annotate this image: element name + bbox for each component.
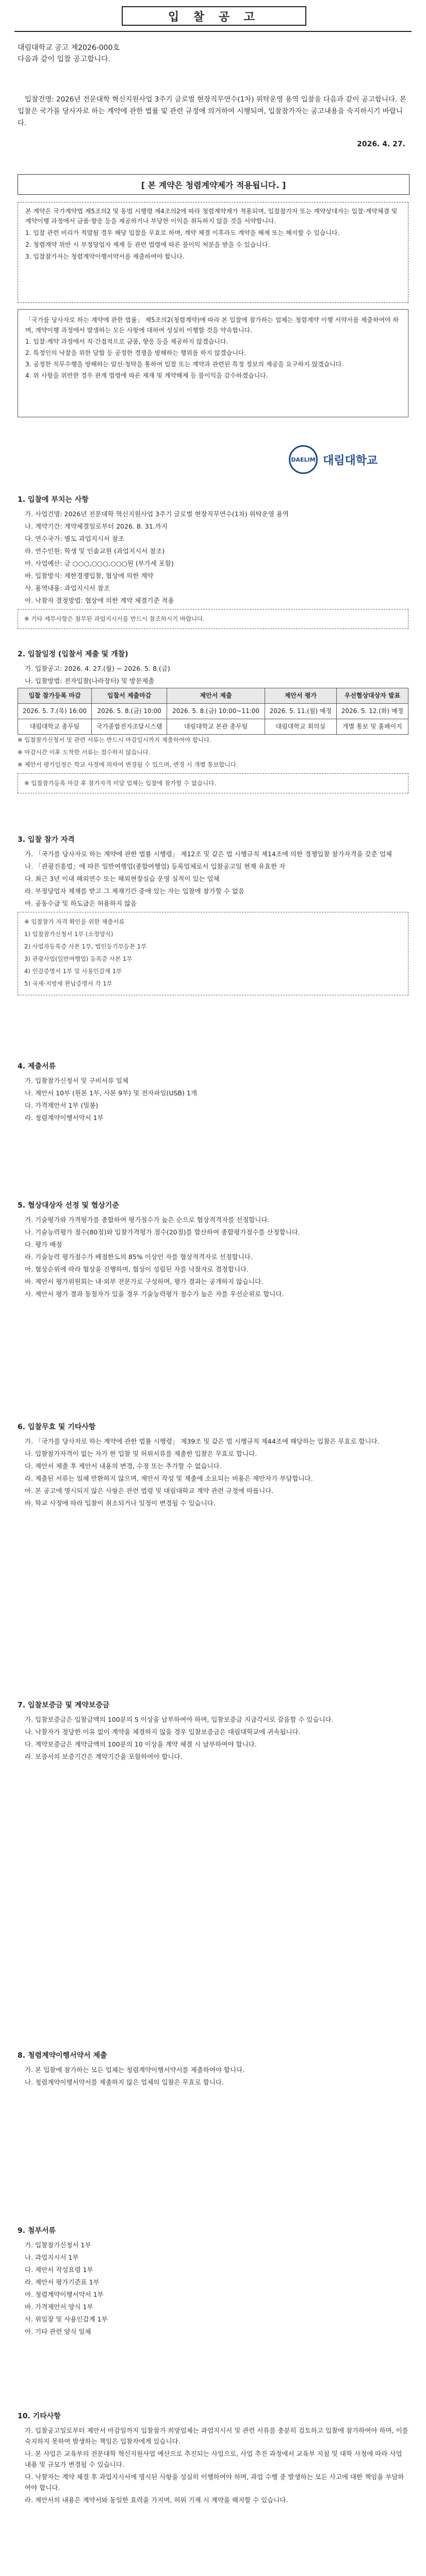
section-attachments — [18, 2226, 408, 2338]
required-docs-box — [18, 912, 408, 995]
list-item: 나. 청렴계약이행서약서를 제출하지 않은 업체의 입찰은 무효로 합니다. — [25, 2078, 224, 2086]
pledge-para: 2. 특정인의 낙찰을 위한 담합 등 공정한 경쟁을 방해하는 행위를 하지 않겠습니다. — [25, 349, 247, 357]
section-heading: 1. 입찰에 부치는 사항 — [18, 496, 89, 504]
list-item: 다. 평가 배점 — [25, 1241, 62, 1248]
table-cell: 대림대학교 회의실 — [265, 719, 336, 735]
list-item: 가. 사업건명: 2026년 전문대학 혁신지원사업 3주기 글로벌 현장직무연수(1차) 위탁운영 용역 — [25, 510, 289, 518]
table-header-row — [18, 688, 408, 704]
integrity-pledge-box — [18, 309, 408, 417]
table-header: 우선협상대상자 발표 — [336, 688, 408, 704]
list-item: 마. 공동수급 및 하도급은 허용하지 않음 — [25, 900, 137, 907]
list-item: 바. 입찰방식: 제한경쟁입찰, 협상에 의한 계약 — [25, 572, 154, 580]
list-item: 나. 입찰방법: 전자입찰(나라장터) 및 방문제출 — [25, 677, 155, 685]
list-item: 다. 계약보증금은 계약금액의 100분의 10 이상을 계약 체결 시 납부하여야 합니다. — [25, 1740, 257, 1748]
section-deposit — [18, 1700, 408, 1764]
list-item: 바. 제안서 평가위원회는 내·외부 전문가로 구성하며, 평가 결과는 공개하지 않습니다. — [25, 1278, 264, 1285]
section-heading: 3. 입찰 참가 자격 — [18, 836, 75, 844]
intro-text: 입찰건명: 2026년 전문대학 혁신지원사업 3주기 글로벌 현장직무연수(1차) 위탁운영 용역 입찰을 다음과 같이 공고합니다. 본 입찰은 국가를 당사자로 하는 계약에 관한 법률 및 관련 규정에 의거하여 시행되며, 입찰참가자는 공고내용을 숙지하시기 바랍니다. — [18, 95, 406, 127]
list-item: 라. 보증서의 보증기간은 계약기간을 포함하여야 합니다. — [25, 1753, 183, 1760]
pledge-para: 「국가를 당사자로 하는 계약에 관한 법률」 제5조의2(청렴계약)에 따라 본 입찰에 참가하는 업체는 청렴계약 이행 서약서를 제출하여야 하며, 계약이행 과정에서 발생하는 모든 사항에 대하여 성실히 이행할 것을 약속합니다. — [25, 316, 399, 334]
integrity-para: 본 계약은 국가계약법 제5조의2 및 동법 시행령 제4조의2에 따라 청렴계약제가 적용되며, 입찰참가자 또는 계약상대자는 입찰·계약체결 및 계약이행 과정에서 금품·향응 등을 제공하거나 부당한 이익을 취득하지 않을 것을 서약합니다. — [25, 208, 398, 225]
section-misc — [18, 2411, 408, 2507]
note-line: ※ 제안서 평가일정은 학교 사정에 의하여 변경될 수 있으며, 변경 시 개별 통보합니다. — [18, 761, 238, 768]
list-item: 나. 본 사업은 교육부의 전문대학 혁신지원사업 예산으로 추진되는 사업으로, 사업 추진 과정에서 교육부 지침 및 대학 사정에 따라 사업 내용 및 규모가 변경될 수 있습니다. — [25, 2450, 402, 2468]
title-divider — [14, 31, 412, 32]
section-heading: 9. 첨부서류 — [18, 2227, 56, 2235]
list-item: 마. 본 공고에 명시되지 않은 사항은 관련 법령 및 대림대학교 계약 관련 규정에 따릅니다. — [25, 1487, 274, 1495]
table-row — [18, 704, 408, 719]
list-item: 다. 제안서 작성요령 1부 — [25, 2266, 93, 2274]
list-item: 바. 가격제안서 양식 1부 — [25, 2303, 93, 2311]
list-item: 사. 제안서 평가 결과 동점자가 있을 경우 기술능력평가 점수가 높은 자를 우선순위로 합니다. — [25, 1290, 284, 1298]
section-note: ※ 입찰참가등록 마감 후 참가자격 미달 업체는 입찰에 참가할 수 없습니다. — [18, 773, 408, 793]
notice-number: 대림대학교 공고 제2026-000호 — [18, 44, 120, 52]
list-item: 가. 입찰공고일로부터 제안서 마감일까지 입찰참가 희망업체는 과업지시서 및 관련 서류를 충분히 검토하고 입찰에 참가하여야 하며, 이를 숙지하지 못하여 발생하는 책임은 입찰자에게 있습니다. — [25, 2427, 408, 2445]
list-item: 가. 「국가를 당사자로 하는 계약에 관한 법률 시행령」 제39조 및 같은 법 시행규칙 제44조에 해당하는 입찰은 무효로 합니다. — [25, 1437, 380, 1445]
note-line: 1) 입찰참가신청서 1부 (소정양식) — [24, 930, 113, 938]
section-heading: 2. 입찰일정 (입찰서 제출 및 개찰) — [18, 650, 128, 658]
list-item: 가. 입찰참가신청서 1부 — [25, 2241, 91, 2249]
section-integrity-pledge — [18, 2050, 408, 2089]
intro-date: 2026. 4. 27. — [357, 140, 405, 148]
list-item: 라. 제안서 평가기준표 1부 — [25, 2278, 100, 2286]
note-line: 3) 관광사업(일반여행업) 등록증 사본 1부 — [24, 955, 133, 962]
integrity-banner: [ 본 계약은 청렴계약제가 적용됩니다. ] — [18, 174, 409, 195]
list-item: 다. 가격제안서 1부 (밀봉) — [25, 1101, 99, 1109]
list-item: 아. 낙찰자 결정방법: 협상에 의한 계약 체결기준 적용 — [25, 597, 174, 604]
section-selection — [18, 1200, 408, 1301]
list-item: 마. 청렴계약이행서약서 1부 — [25, 2291, 104, 2298]
section-heading: 4. 제출서류 — [18, 1062, 56, 1071]
note-line: 5) 국세·지방세 완납증명서 각 1부 — [24, 980, 112, 987]
integrity-para: 3. 입찰참가자는 청렴계약이행서약서를 제출하여야 합니다. — [25, 253, 185, 260]
list-item: 가. 입찰보증금은 입찰금액의 100분의 5 이상을 납부하여야 하며, 입찰보증금 지급각서로 갈음할 수 있습니다. — [25, 1716, 334, 1723]
note-line: 2) 사업자등록증 사본 1부, 법인등기부등본 1부 — [24, 943, 147, 950]
table-cell: 대림대학교 총무팀 — [18, 719, 92, 735]
list-item: 나. 계약기간: 계약체결일로부터 2026. 8. 31.까지 — [25, 522, 168, 530]
list-item: 나. 낙찰자가 정당한 이유 없이 계약을 체결하지 않을 경우 입찰보증금은 대림대학교에 귀속됩니다. — [25, 1728, 301, 1736]
table-cell: 국가종합전자조달시스템 — [91, 719, 167, 735]
list-item: 라. 연수인원: 학생 및 인솔교원 (과업지시서 참조) — [25, 547, 165, 555]
table-cell: 2026. 5. 8.(금) 10:00~11:00 — [167, 704, 265, 719]
section-eligibility — [18, 835, 408, 998]
logo-name: 대림대학교 — [323, 454, 378, 467]
list-item: 다. 최근 3년 이내 해외연수 또는 해외현장실습 운영 실적이 있는 업체 — [25, 875, 220, 883]
section-invalid-bids — [18, 1422, 408, 1510]
list-item: 라. 제출된 서류는 일체 반환하지 않으며, 제안서 작성 및 제출에 소요되는 비용은 제안자가 부담합니다. — [25, 1475, 313, 1482]
table-cell: 개별 통보 및 홈페이지 — [336, 719, 408, 735]
list-item: 다. 연수국가: 별도 과업지시서 참조 — [25, 535, 125, 543]
table-header: 제안서 제출 — [167, 688, 265, 704]
list-item: 가. 본 입찰에 참가하는 모든 업체는 청렴계약이행서약서를 제출하여야 합니다. — [25, 2066, 245, 2074]
note-line: 4) 인감증명서 1부 및 사용인감계 1부 — [24, 968, 122, 975]
list-item: 가. 「국가를 당사자로 하는 계약에 관한 법률 시행령」 제12조 및 같은 법 시행규칙 제14조에 의한 경쟁입찰 참가자격을 갖춘 업체 — [25, 850, 392, 858]
list-item: 다. 제안서 제출 후 제안서 내용의 변경, 수정 또는 추가할 수 없습니다. — [25, 1462, 222, 1470]
list-item: 나. 기술능력평가 점수(80점)와 입찰가격평가 점수(20점)를 합산하여 종합평가점수를 산정합니다. — [25, 1228, 300, 1236]
section-heading: 5. 협상대상자 선정 및 협상기준 — [18, 1201, 119, 1210]
list-item: 사. 용역내용: 과업지시서 참조 — [25, 584, 110, 592]
integrity-para: 2. 청렴계약 위반 시 부정당업자 제재 등 관련 법령에 따른 불이익 처분을 받을 수 있습니다. — [25, 241, 270, 248]
table-header: 제안서 평가 — [265, 688, 336, 704]
schedule-table — [18, 688, 408, 735]
list-item: 라. 제안서의 내용은 계약서와 동일한 효력을 가지며, 허위 기재 시 계약을 해지할 수 있습니다. — [25, 2496, 288, 2504]
section-bid-items — [18, 495, 408, 632]
list-item: 라. 부정당업자 제재를 받고 그 제재기간 중에 있는 자는 입찰에 참가할 수 없음 — [25, 887, 244, 895]
note-line: ※ 입찰참가신청서 및 관련 서류는 반드시 마감일시까지 제출하여야 합니다. — [18, 736, 211, 743]
list-item: 아. 기타 관련 양식 일체 — [25, 2328, 91, 2335]
table-cell: 2026. 5. 11.(월) 예정 — [265, 704, 336, 719]
list-item: 라. 청렴계약이행서약서 1부 — [25, 1114, 104, 1122]
section-schedule — [18, 649, 408, 796]
table-header: 입찰 참가등록 마감 — [18, 688, 92, 704]
list-item: 마. 협상순위에 따라 협상을 진행하며, 협상이 성립된 자를 낙찰자로 결정합니다. — [25, 1265, 249, 1273]
pledge-para: 1. 입찰·계약 과정에서 직·간접적으로 금품, 향응 등을 제공하지 않겠습니다. — [25, 338, 228, 345]
list-item: 바. 학교 사정에 따라 입찰이 취소되거나 일정이 변경될 수 있습니다. — [25, 1499, 216, 1507]
integrity-box — [18, 202, 408, 303]
pledge-para: 3. 공정한 직무수행을 방해하는 알선·청탁을 통하여 입찰 또는 계약과 관련된 특정 정보의 제공을 요구하지 않겠습니다. — [25, 361, 344, 368]
section-heading: 6. 입찰무효 및 기타사항 — [18, 1423, 96, 1431]
list-item: 나. 제안서 10부 (원본 1부, 사본 9부) 및 전자파일(USB) 1개 — [25, 1089, 197, 1097]
section-heading: 7. 입찰보증금 및 계약보증금 — [18, 1701, 110, 1709]
table-header: 입찰서 제출마감 — [91, 688, 167, 704]
table-cell: 2026. 5. 7.(목) 16:00 — [18, 704, 92, 719]
note-line: ※ 입찰참가 자격 확인을 위한 제출서류 — [24, 918, 125, 925]
list-item: 나. 과업지시서 1부 — [25, 2253, 79, 2261]
list-item: 가. 입찰참가신청서 및 구비서류 일체 — [25, 1077, 128, 1084]
list-item: 나. 입찰참가자격이 없는 자가 한 입찰 및 허위서류를 제출한 입찰은 무효로 합니다. — [25, 1450, 257, 1458]
list-item: 나. 「관광진흥법」에 따른 일반여행업(종합여행업) 등록업체로서 입찰공고일 현재 유효한 자 — [25, 862, 286, 870]
pledge-para: 4. 위 사항을 위반한 경우 관계 법령에 따른 제재 및 계약해제 등 불이익을 감수하겠습니다. — [25, 372, 268, 379]
university-logo — [289, 444, 392, 475]
table-cell: 대림대학교 본관 총무팀 — [167, 719, 265, 735]
notice-number-block — [18, 42, 120, 65]
section-documents — [18, 1061, 408, 1125]
list-item: 다. 낙찰자는 계약 체결 후 과업지시서에 명시된 사항을 성실히 이행하여야 하며, 과업 수행 중 발생하는 모든 사고에 대한 책임을 부담하여야 합니다. — [25, 2473, 404, 2492]
list-item: 사. 위임장 및 사용인감계 1부 — [25, 2315, 108, 2323]
list-item: 가. 입찰공고: 2026. 4. 27.(월) ~ 2026. 5. 8.(금) — [25, 665, 170, 672]
note-line: ※ 마감시간 이후 도착한 서류는 접수하지 않습니다. — [18, 749, 151, 756]
document-title: 입 찰 공 고 — [122, 6, 306, 26]
list-item: 라. 기술능력 평가점수가 배점한도의 85% 이상인 자를 협상적격자로 선정합니다. — [25, 1253, 253, 1261]
table-row — [18, 719, 408, 735]
list-item: 마. 사업예산: 금 ○○○,○○○,○○○원 (부가세 포함) — [25, 560, 174, 567]
section-heading: 10. 기타사항 — [18, 2412, 61, 2420]
list-item: 가. 기술평가와 가격평가를 종합하여 평가점수가 높은 순으로 협상적격자를 선정합니다. — [25, 1216, 270, 1224]
table-cell: 2026. 5. 8.(금) 10:00 — [91, 704, 167, 719]
integrity-para: 1. 입찰 관련 비리가 적발될 경우 해당 입찰을 무효로 하며, 계약 체결 이후라도 계약을 해제 또는 해지할 수 있습니다. — [25, 229, 340, 236]
section-note: ※ 기타 세부사항은 첨부된 과업지시서를 반드시 참조하시기 바랍니다. — [18, 609, 408, 629]
table-cell: 2026. 5. 12.(화) 예정 — [336, 704, 408, 719]
section-heading: 8. 청렴계약이행서약서 제출 — [18, 2052, 107, 2060]
logo-emblem-icon: DAELIM — [289, 445, 318, 474]
notice-subtitle: 다음과 같이 입찰 공고합니다. — [18, 55, 111, 63]
